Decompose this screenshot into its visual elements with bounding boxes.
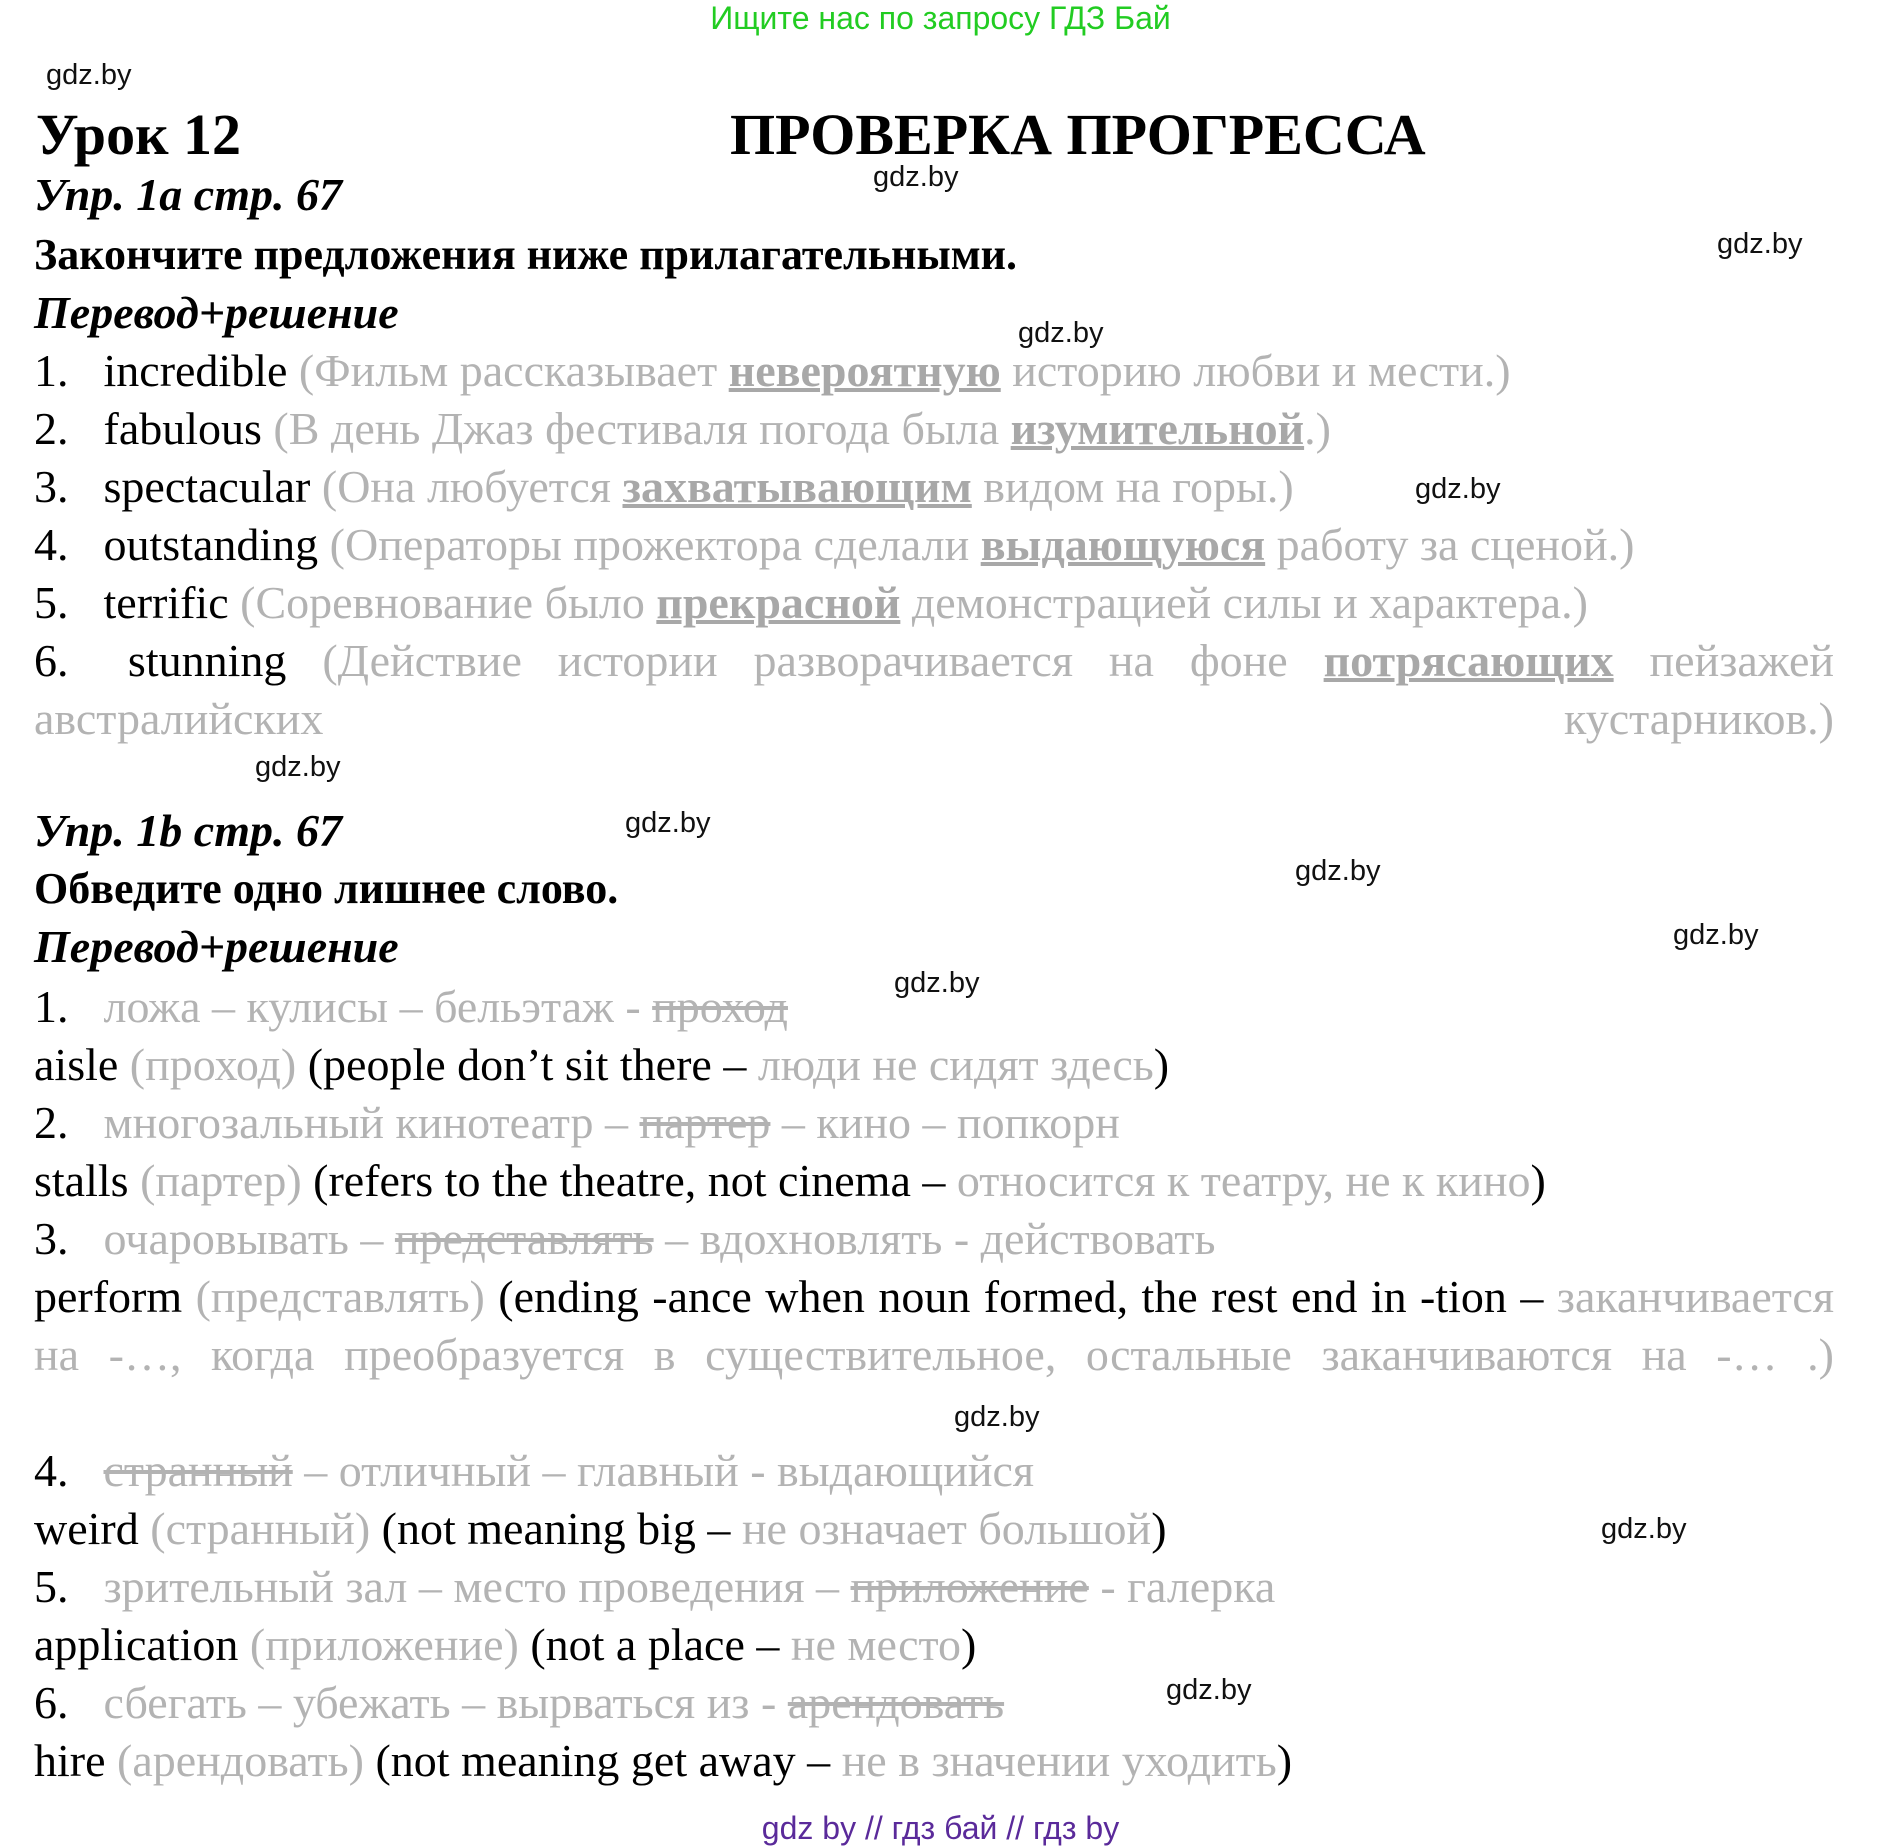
crossed-out-word: представлять	[394, 1213, 654, 1264]
answer-line	[34, 1442, 1834, 1500]
watermark: gdz.by	[1673, 919, 1759, 951]
item-number: 3.	[34, 1213, 69, 1264]
search-hint-banner: Ищите нас по запросу ГДЗ Бай	[710, 0, 1171, 36]
line-text: spectacular	[103, 461, 322, 512]
line-text: работу за сценой.)	[1265, 519, 1635, 570]
exercise-1b-task: Обведите одно лишнее слово.	[34, 864, 619, 913]
watermark: gdz.by	[1601, 1513, 1687, 1545]
line-text: )	[960, 1619, 977, 1670]
line-text: )	[1276, 1735, 1293, 1786]
item-number: 2.	[34, 403, 69, 454]
line-text: application	[34, 1619, 250, 1670]
line-text: incredible	[103, 345, 299, 396]
answer-line	[34, 400, 1834, 458]
answer-highlight: изумительной	[1010, 403, 1305, 454]
line-text: stunning	[127, 635, 323, 686]
line-text: – отличный – главный - выдающийся	[292, 1445, 1035, 1496]
answer-line	[34, 1558, 1834, 1616]
line-text: заканчивается на -…, когда преобразуется в существительное, остальные заканчиваются на -… .)	[34, 1271, 1835, 1380]
line-text: пейзажей австралийских кустарников.)	[34, 635, 1834, 744]
answer-highlight: невероятную	[728, 345, 1001, 396]
line-text: aisle	[34, 1039, 130, 1090]
item-number: 2.	[34, 1097, 69, 1148]
line-text: (Действие истории разворачивается на фоне	[322, 635, 1324, 686]
line-text: не в значении уходить	[841, 1735, 1277, 1786]
answer-line	[34, 342, 1834, 400]
answer-line	[34, 1152, 1834, 1210]
line-text: (ending -ance when noun formed, the rest end in -tion –	[484, 1271, 1557, 1322]
line-text: )	[1530, 1155, 1546, 1206]
line-text: weird	[34, 1503, 151, 1554]
item-number: 1.	[34, 981, 69, 1032]
line-text: – кино – попкорн	[770, 1097, 1120, 1148]
line-text: terrific	[103, 577, 241, 628]
line-text: outstanding	[103, 519, 330, 570]
line-text: сбегать – убежать – вырваться из -	[103, 1677, 788, 1728]
line-text: историю любви и мести.)	[1000, 345, 1511, 396]
watermark: gdz.by	[1166, 1674, 1252, 1706]
answer-line	[34, 458, 1834, 516]
exercise-1b-subheading: Перевод+решение	[34, 921, 399, 972]
watermark: gdz.by	[625, 807, 711, 839]
item-number: 1.	[34, 345, 69, 396]
crossed-out-word: приложение	[850, 1561, 1089, 1612]
line-text: зрительный зал – место проведения –	[103, 1561, 851, 1612]
exercise-1a-subheading: Перевод+решение	[34, 287, 399, 338]
crossed-out-word: арендовать	[787, 1677, 1005, 1728]
line-text: ложа – кулисы – бельэтаж -	[103, 981, 653, 1032]
item-number: 4.	[34, 1445, 69, 1496]
watermark: gdz.by	[1415, 473, 1501, 505]
answer-line	[34, 1500, 1834, 1558]
line-text: очаровывать –	[103, 1213, 395, 1264]
item-number: 5.	[34, 577, 69, 628]
crossed-out-word: странный	[103, 1445, 293, 1496]
answer-line	[34, 978, 1834, 1036]
answer-line	[34, 1616, 1834, 1674]
item-number: 5.	[34, 1561, 69, 1612]
answer-line	[34, 1268, 1834, 1384]
line-text: (not a place –	[518, 1619, 791, 1670]
line-text: (not meaning get away –	[363, 1735, 842, 1786]
watermark: gdz.by	[1295, 855, 1381, 887]
line-text: - галерка	[1088, 1561, 1276, 1612]
item-number: 3.	[34, 461, 69, 512]
exercise-1a-task: Закончите предложения ниже прилагательными.	[34, 230, 1018, 279]
watermark: gdz.by	[1717, 228, 1803, 260]
answer-highlight: потрясающих	[1323, 635, 1614, 686]
line-text: (Она любуется	[321, 461, 623, 512]
exercise-1b-heading: Упр. 1b стр. 67	[34, 805, 343, 856]
answer-line	[34, 1094, 1834, 1152]
line-text: hire	[34, 1735, 118, 1786]
line-text: (проход)	[129, 1039, 297, 1090]
line-text: )	[1151, 1503, 1167, 1554]
answer-line	[34, 1732, 1834, 1790]
item-number: 4.	[34, 519, 69, 570]
line-text: – вдохновлять - действовать	[653, 1213, 1216, 1264]
watermark: gdz.by	[954, 1401, 1040, 1433]
line-text: (странный)	[150, 1503, 371, 1554]
line-text: демонстрацией силы и характера.)	[900, 577, 1588, 628]
line-text: (Операторы прожектора сделали	[329, 519, 981, 570]
watermark: gdz.by	[46, 59, 132, 91]
line-text: perform	[34, 1271, 196, 1322]
crossed-out-word: проход	[652, 981, 788, 1032]
answer-line	[34, 1674, 1834, 1732]
answer-highlight: прекрасной	[656, 577, 901, 628]
line-text: относится к театру, не к кино	[956, 1155, 1531, 1206]
exercise-1a-heading: Упр. 1a стр. 67	[34, 169, 343, 220]
line-text: (people don’t sit there –	[296, 1039, 758, 1090]
watermark: gdz.by	[255, 751, 341, 783]
line-text: многозальный кинотеатр –	[103, 1097, 640, 1148]
item-number: 6.	[34, 635, 69, 686]
item-number: 6.	[34, 1677, 69, 1728]
line-text: (партер)	[140, 1155, 302, 1206]
line-text: .)	[1304, 403, 1331, 454]
line-text: не означает большой	[741, 1503, 1152, 1554]
lesson-number: Урок 12	[36, 102, 241, 167]
answer-line	[34, 1210, 1834, 1268]
crossed-out-word: партер	[639, 1097, 771, 1148]
watermark: gdz.by	[1018, 317, 1104, 349]
line-text: (представлять)	[195, 1271, 485, 1322]
line-text: не место	[790, 1619, 961, 1670]
line-text: (приложение)	[249, 1619, 519, 1670]
answer-line	[34, 632, 1834, 748]
line-text: stalls	[34, 1155, 141, 1206]
line-text: (арендовать)	[117, 1735, 364, 1786]
line-text: люди не сидят здесь	[757, 1039, 1154, 1090]
footer-watermark: gdz by // гдз бай // гдз by	[761, 1810, 1120, 1846]
line-text: (Фильм рассказывает	[298, 345, 729, 396]
answer-line	[34, 516, 1834, 574]
line-text: fabulous	[103, 403, 274, 454]
answer-highlight: захватывающим	[622, 461, 972, 512]
page-title: ПРОВЕРКА ПРОГРЕССА	[730, 102, 1426, 167]
watermark: gdz.by	[873, 161, 959, 193]
line-text: (refers to the theatre, not cinema –	[301, 1155, 957, 1206]
answer-highlight: выдающуюся	[980, 519, 1266, 570]
line-text: видом на горы.)	[971, 461, 1294, 512]
line-text: (В день Джаз фестиваля погода была	[273, 403, 1011, 454]
watermark: gdz.by	[894, 967, 980, 999]
line-text: (Соревнование было	[240, 577, 657, 628]
answer-line	[34, 574, 1834, 632]
line-text: (not meaning big –	[370, 1503, 742, 1554]
line-text: )	[1153, 1039, 1170, 1090]
answer-line	[34, 1036, 1834, 1094]
